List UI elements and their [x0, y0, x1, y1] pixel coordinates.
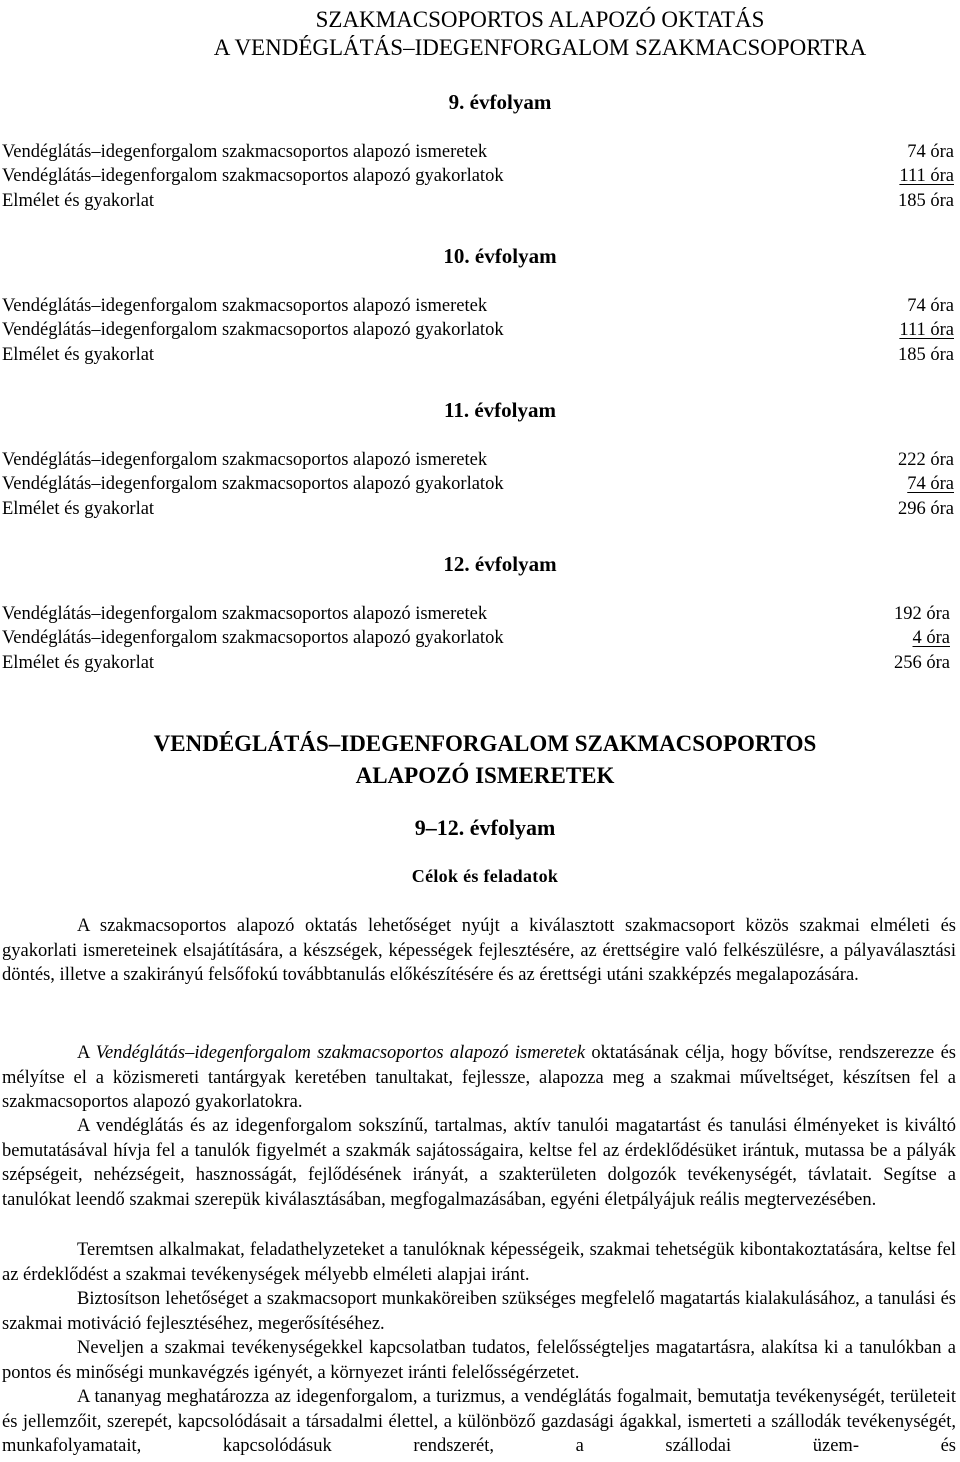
hours-row	[0, 474, 960, 498]
grade-heading-11: 11. évfolyam	[444, 398, 556, 422]
paragraph-2-subject-name: Vendéglátás–idegenforgalom szakmacsoportos alapozó ismeretek	[95, 1043, 586, 1063]
hours-row	[0, 142, 960, 166]
hours-row	[0, 320, 960, 344]
hours-row	[0, 450, 960, 474]
paragraph-1: A szakmacsoportos alapozó oktatás lehetőséget nyújt a kiválasztott szakmacsoport közös szakmai elméleti és gyakorlati ismereteinek elsajátítására, a készségek, képességek fejlesztésére, az érettségire való felkészülésre, a pályaválasztási döntés, illetve a szakirányú felsőfokú továbbtanulás előkészítésére és az érettségi utáni szakképzés megalapozására.	[2, 916, 956, 985]
section-title-line-2: ALAPOZÓ ISMERETEK	[355, 763, 615, 788]
hours-row-total	[0, 499, 960, 523]
paragraph-2-rest: oktatásának célja, hogy bővítse, rendszerezze és mélyítse el a közismereti tantárgyak keretében tanultakat, fejlessze, alapozza meg a szakmai műveltséget, készítsen fel a szakmacsoportos alapozó gyakorlatokra.	[2, 1043, 957, 1112]
hours-value: 111 óra	[899, 166, 954, 186]
hours-row-total	[0, 345, 960, 369]
hours-row	[0, 296, 960, 320]
subject-label: Vendéglátás–idegenforgalom szakmacsoportos alapozó ismeretek	[2, 450, 488, 470]
subject-label: Vendéglátás–idegenforgalom szakmacsoportos alapozó gyakorlatok	[2, 166, 504, 186]
subject-label: Vendéglátás–idegenforgalom szakmacsoportos alapozó gyakorlatok	[2, 474, 504, 494]
paragraph-6: Neveljen a szakmai tevékenységekkel kapcsolatban tudatos, felelősségteljes magatartásra, alakítsa ki a tanulókban a pontos és minőségi munkavégzés igényét, a környezet iránti felelősségérzetet.	[2, 1338, 956, 1383]
paragraph-3: A vendéglátás és az idegenforgalom sokszínű, tartalmas, aktív tanulói magatartást és tanulási élményeket is kiváltó bemutatásával hívja fel a tanulók figyelmét a szakmák sajátosságaira, keltse fel az érdeklődésüket irántuk, mutassa be a pályák szépségeit, nehézségeit, hasznosságát, fejlődésének irányát, a szakterületen dolgozók tevékenységét, távlatait. Segítse a tanulókat leendő szakmai szerepük kiválasztásában, megfogalmazásában, egyéni életpályájuk reális megtervezésében.	[2, 1116, 956, 1210]
goals-heading: Célok és feladatok	[411, 866, 559, 886]
hours-value: 4 óra	[912, 628, 950, 648]
hours-value: 256 óra	[894, 653, 950, 673]
document-title-line-2: A VENDÉGLÁTÁS–IDEGENFORGALOM SZAKMACSOPORTRA	[213, 35, 867, 60]
hours-value: 185 óra	[898, 191, 954, 211]
grade-heading-9: 9. évfolyam	[448, 90, 552, 114]
hours-value: 74 óra	[907, 142, 954, 162]
grade-heading-12: 12. évfolyam	[443, 552, 557, 576]
subject-label: Vendéglátás–idegenforgalom szakmacsoportos alapozó gyakorlatok	[2, 320, 504, 340]
hours-row	[0, 628, 960, 652]
subject-label: Elmélet és gyakorlat	[2, 653, 155, 673]
hours-value: 74 óra	[907, 296, 954, 316]
subject-label: Vendéglátás–idegenforgalom szakmacsoportos alapozó gyakorlatok	[2, 628, 504, 648]
paragraph-7: A tananyag meghatározza az idegenforgalom, a turizmus, a vendéglátás fogalmait, bemutatja tevékenységét, területeit és jellemzőit, szerepét, kapcsolódásait a társadalmi élettel, a különböző gazdasági ágakkal, ismerteti a szállodák tevékenységét, munkafolyamatait, kapcsolódásuk rendszerét, a szállodai üzem- és	[2, 1387, 956, 1456]
paragraph-2	[2, 1041, 956, 1115]
hours-value: 111 óra	[899, 320, 954, 340]
subject-label: Vendéglátás–idegenforgalom szakmacsoportos alapozó ismeretek	[2, 296, 488, 316]
hours-value: 185 óra	[898, 345, 954, 365]
hours-value: 296 óra	[898, 499, 954, 519]
grade-heading-10: 10. évfolyam	[443, 244, 557, 268]
subject-label: Elmélet és gyakorlat	[2, 499, 155, 519]
subject-label: Elmélet és gyakorlat	[2, 345, 155, 365]
subject-label: Vendéglátás–idegenforgalom szakmacsoportos alapozó ismeretek	[2, 604, 488, 624]
section-title-line-1: VENDÉGLÁTÁS–IDEGENFORGALOM SZAKMACSOPORTOS	[153, 731, 817, 756]
hours-value: 192 óra	[894, 604, 950, 624]
paragraph-4: Teremtsen alkalmakat, feladathelyzeteket a tanulóknak képességeik, szakmai tehetségük kibontakoztatására, keltse fel az érdeklődést a szakmai tevékenységek mélyebb elméleti alapjai iránt.	[2, 1240, 956, 1285]
hours-value: 222 óra	[898, 450, 954, 470]
subject-label: Elmélet és gyakorlat	[2, 191, 155, 211]
paragraph-2-start: A	[77, 1043, 96, 1063]
section-grades: 9–12. évfolyam	[414, 815, 556, 840]
hours-value: 74 óra	[907, 474, 954, 494]
subject-label: Vendéglátás–idegenforgalom szakmacsoportos alapozó ismeretek	[2, 142, 488, 162]
hours-row-total	[0, 653, 960, 677]
hours-row-total	[0, 191, 960, 215]
document-title-line-1: SZAKMACSOPORTOS ALAPOZÓ OKTATÁS	[315, 7, 765, 32]
paragraph-5: Biztosítson lehetőséget a szakmacsoport munkaköreiben szükséges megfelelő magatartás kialakulásához, a tanulási és szakmai motiváció fejlesztéséhez, megerősítéséhez.	[2, 1289, 956, 1334]
hours-row	[0, 166, 960, 190]
hours-row	[0, 604, 960, 628]
